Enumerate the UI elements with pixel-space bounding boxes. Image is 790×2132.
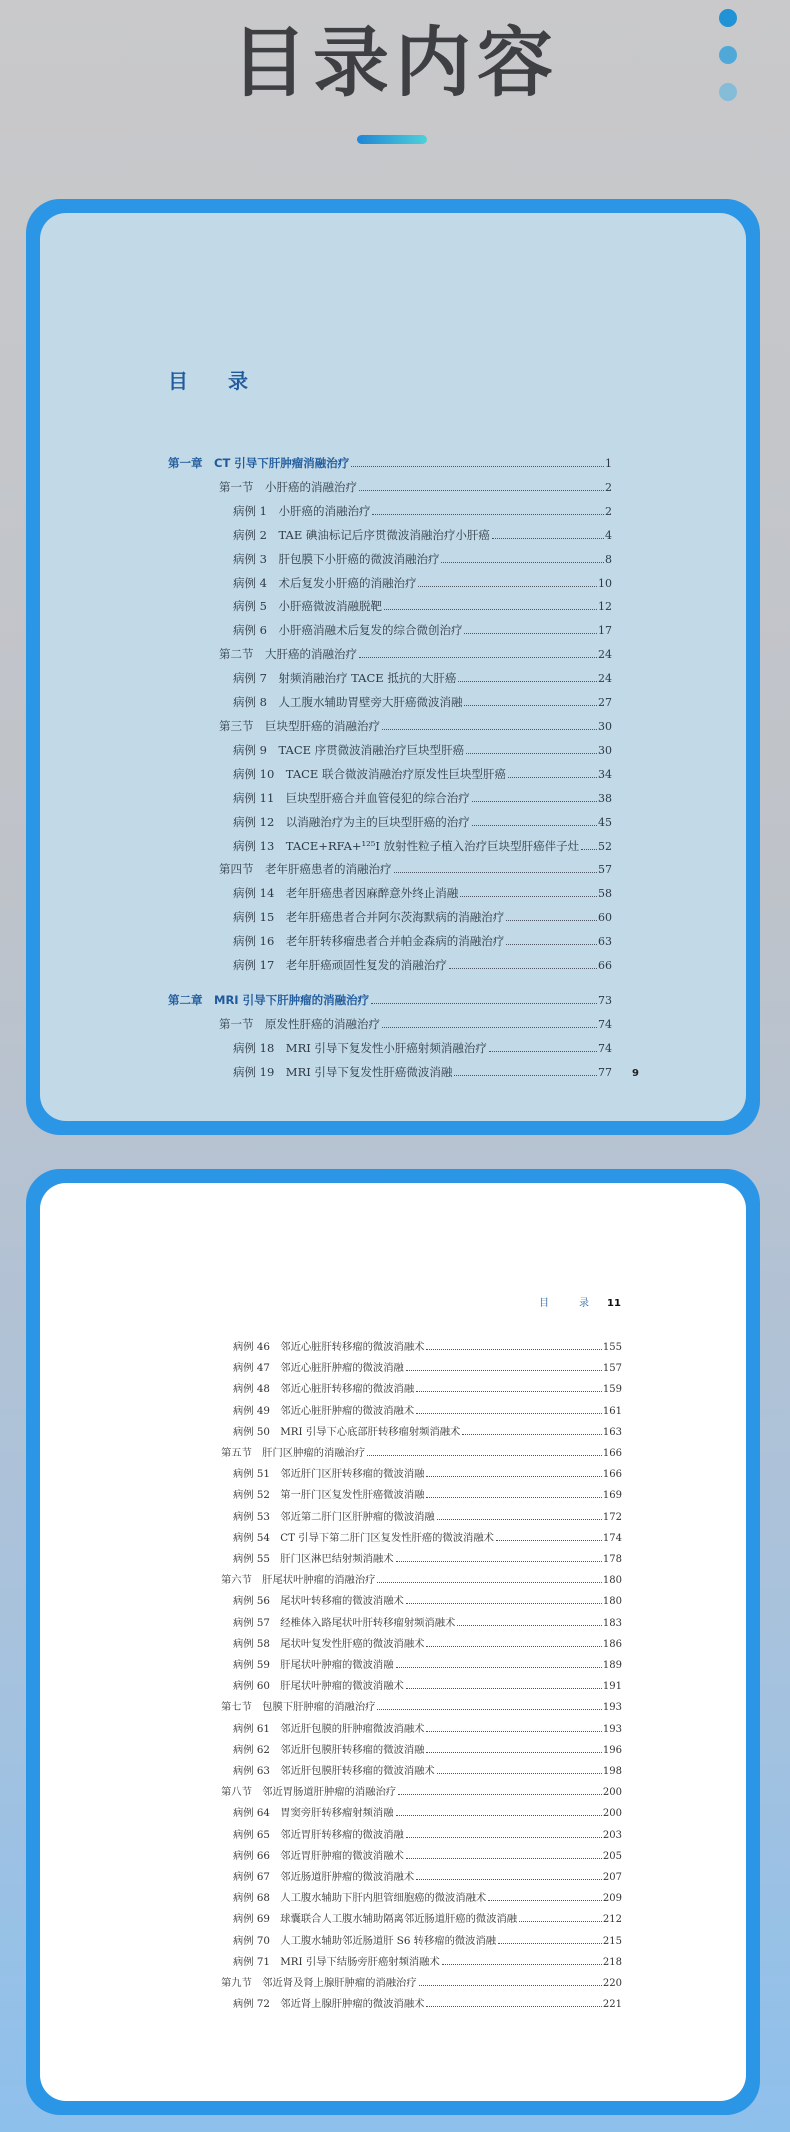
dot-leader [442, 1964, 602, 1965]
dot-leader [472, 825, 597, 826]
dot-leader [406, 1858, 602, 1859]
toc-entry-label: 病例 60 肝尾状叶肿瘤的微波消融术 [233, 1680, 404, 1693]
toc-entry-label: 病例 59 肝尾状叶肿瘤的微波消融 [233, 1659, 394, 1672]
toc-entry-label: 病例 64 胃窦旁肝转移瘤射频消融 [233, 1807, 394, 1820]
toc-entry-page: 63 [598, 935, 612, 949]
dot-leader [396, 1815, 602, 1816]
toc-entry-label: 病例 53 邻近第二肝门区肝肿瘤的微波消融 [233, 1510, 435, 1523]
toc-page-2-frame [26, 1169, 760, 2115]
toc-entry-page: 178 [602, 1554, 622, 1566]
dot-leader [437, 1773, 602, 1774]
toc-case-entry [168, 1037, 612, 1061]
toc-entry-label: 病例 13 TACE+RFA+¹²⁵I 放射性粒子植入治疗巨块型肝癌伴子灶 [233, 838, 580, 853]
toc-entry-page: 24 [598, 648, 612, 662]
toc-case-entry [168, 739, 612, 763]
toc-case-entry [221, 1867, 622, 1888]
dot-leader [359, 490, 604, 491]
toc-entry-page: 12 [598, 600, 612, 614]
toc-entry-label: 病例 5 小肝癌微波消融脱靶 [233, 599, 382, 614]
toc-case-entry [221, 1464, 622, 1485]
toc-entry-page: 10 [598, 576, 612, 590]
toc-entry-page: 2 [605, 504, 612, 518]
toc-case-entry [168, 667, 612, 691]
toc-case-entry [168, 906, 612, 930]
dot-leader [419, 1985, 602, 1986]
toc-entry-label: 病例 15 老年肝癌患者合并阿尔茨海默病的消融治疗 [233, 910, 505, 925]
toc-entry-label: 病例 68 人工腹水辅助下肝内胆管细胞癌的微波消融术 [233, 1892, 487, 1905]
toc-case-entry [221, 1613, 622, 1634]
dot-leader [492, 538, 604, 539]
dot-leader [367, 1455, 602, 1456]
toc-section-entry [221, 1782, 622, 1803]
dot-leader [372, 514, 604, 515]
toc-entry-label: 病例 47 邻近心脏肝肿瘤的微波消融 [233, 1362, 404, 1375]
toc-case-entry [168, 572, 612, 596]
toc-case-entry [168, 954, 612, 978]
toc-entry-page: 1 [605, 457, 612, 470]
toc-entry-label: 病例 2 TAE 碘油标记后序贯微波消融治疗小肝癌 [233, 527, 490, 542]
toc-entry-page: 186 [602, 1638, 622, 1650]
toc-entry-page: 34 [598, 767, 612, 781]
toc-case-entry [168, 691, 612, 715]
toc-chapter-entry [168, 989, 612, 1013]
toc-case-entry [168, 595, 612, 619]
toc-entry-page: 8 [605, 552, 612, 566]
toc-entry-page: 66 [598, 959, 612, 973]
toc-case-entry [221, 1422, 622, 1443]
toc-entry-page: 218 [602, 1956, 622, 1968]
toc-page-2 [40, 1183, 746, 2101]
toc-case-entry [221, 1507, 622, 1528]
toc-entry-page: 209 [602, 1893, 622, 1905]
toc-entry-label: 第七节 包膜下肝肿瘤的消融治疗 [221, 1701, 376, 1714]
toc-entry-page: 172 [602, 1511, 622, 1523]
toc-entry-page: 180 [602, 1596, 622, 1608]
toc-entry-label: 病例 7 射频消融治疗 TACE 抵抗的大肝癌 [233, 671, 457, 686]
toc-section-entry [168, 476, 612, 500]
toc-entry-page: 157 [602, 1363, 622, 1375]
toc-entry-label: 病例 49 邻近心脏肝肿瘤的微波消融术 [233, 1404, 415, 1417]
toc-entry-page: 196 [602, 1744, 622, 1756]
toc-entry-label: 病例 58 尾状叶复发性肝癌的微波消融术 [233, 1637, 425, 1650]
toc-entry-label: 第四节 老年肝癌患者的消融治疗 [219, 862, 392, 877]
toc-entry-label: 病例 72 邻近肾上腺肝肿瘤的微波消融术 [233, 1998, 425, 2011]
dot-icon [719, 83, 737, 101]
dot-leader [426, 1731, 601, 1732]
toc-case-entry [168, 500, 612, 524]
dot-leader [466, 753, 597, 754]
toc-entry-label: 病例 56 尾状叶转移瘤的微波消融术 [233, 1595, 404, 1608]
toc-entry-label: 病例 50 MRI 引导下心底部肝转移瘤射频消融术 [233, 1425, 461, 1438]
toc-entry-page: 180 [602, 1575, 622, 1587]
toc-entry-label: 第二节 大肝癌的消融治疗 [219, 647, 357, 662]
toc-entry-label: 病例 46 邻近心脏肝转移瘤的微波消融术 [233, 1341, 425, 1353]
toc-entry-page: 17 [598, 624, 612, 638]
toc-entry-label: 第九节 邻近肾及肾上腺肝肿瘤的消融治疗 [221, 1977, 417, 1990]
toc-entry-label: 病例 9 TACE 序贯微波消融治疗巨块型肝癌 [233, 742, 465, 757]
toc-entry-label: 病例 67 邻近肠道肝肿瘤的微波消融术 [233, 1871, 415, 1884]
toc-entry-page: 74 [598, 1017, 612, 1031]
toc-case-entry [168, 835, 612, 859]
toc-section-entry [221, 1697, 622, 1718]
toc-entry-page: 169 [602, 1490, 622, 1502]
toc-case-entry [221, 1485, 622, 1506]
toc-case-entry [168, 524, 612, 548]
dot-leader [426, 1349, 601, 1350]
toc-case-entry [221, 1952, 622, 1973]
dot-leader [464, 705, 597, 706]
toc-entry-label: 第八节 邻近胃肠道肝肿瘤的消融治疗 [221, 1786, 397, 1799]
toc-entry-label: 病例 69 球囊联合人工腹水辅助隔离邻近肠道肝癌的微波消融 [233, 1913, 518, 1926]
dot-leader [498, 1943, 602, 1944]
toc-entry-page: 159 [602, 1384, 622, 1396]
toc-entry-page: 203 [602, 1829, 622, 1841]
toc-entry-page: 73 [598, 993, 612, 1007]
toc-entry-label: 病例 61 邻近肝包膜的肝肿瘤微波消融术 [233, 1722, 425, 1735]
dot-leader [377, 1709, 601, 1710]
toc-entry-page: 38 [598, 791, 612, 805]
dot-leader [426, 2006, 601, 2007]
toc-case-entry [221, 1761, 622, 1782]
toc-section-entry [168, 1013, 612, 1037]
dot-leader [382, 1027, 597, 1028]
dot-leader [382, 729, 597, 730]
dot-leader [377, 1582, 601, 1583]
dot-leader [418, 586, 597, 587]
dot-leader [454, 1075, 597, 1076]
toc-entry-label: 病例 8 人工腹水辅助胃壁旁大肝癌微波消融 [233, 695, 463, 710]
toc-case-entry [221, 1401, 622, 1422]
title-underline-bar [357, 135, 427, 144]
page-number: 9 [632, 1068, 639, 1079]
toc-case-entry [221, 1528, 622, 1549]
toc-case-entry [221, 1803, 622, 1824]
dot-leader [416, 1413, 602, 1414]
toc-entry-page: 220 [602, 1978, 622, 1990]
toc-section-entry [168, 643, 612, 667]
toc-entry-label: 第一章 CT 引导下肝肿瘤消融治疗 [168, 456, 350, 470]
toc-entry-label: 病例 48 邻近心脏肝转移瘤的微波消融 [233, 1383, 415, 1396]
toc-case-entry [168, 548, 612, 572]
toc-case-entry [221, 1655, 622, 1676]
toc-case-entry [221, 1846, 622, 1867]
running-header-title: 目 录 [539, 1298, 599, 1309]
dot-leader [396, 1667, 602, 1668]
toc-entry-label: 病例 18 MRI 引导下复发性小肝癌射频消融治疗 [233, 1040, 487, 1055]
dot-leader [488, 1900, 602, 1901]
toc-case-entry [221, 1379, 622, 1400]
toc-case-entry [168, 882, 612, 906]
toc-entry-label: 病例 54 CT 引导下第二肝门区复发性肝癌的微波消融术 [233, 1531, 494, 1544]
dot-leader [460, 896, 597, 897]
toc-entry-label: 病例 17 老年肝癌顽固性复发的消融治疗 [233, 958, 447, 973]
dot-leader [496, 1540, 602, 1541]
toc-entry-page: 198 [602, 1766, 622, 1778]
toc-case-entry [168, 1061, 612, 1085]
dot-leader [416, 1391, 602, 1392]
toc-case-entry [221, 1549, 622, 1570]
toc-entry-label: 第一节 原发性肝癌的消融治疗 [219, 1016, 380, 1031]
toc-case-entry [221, 1634, 622, 1655]
toc-entry-label: 病例 10 TACE 联合微波消融治疗原发性巨块型肝癌 [233, 766, 506, 781]
dot-leader [441, 562, 604, 563]
dot-leader [406, 1370, 602, 1371]
toc-entry-page: 27 [598, 696, 612, 710]
toc-entry-page: 212 [602, 1914, 622, 1926]
dot-leader [359, 657, 597, 658]
toc-entry-page: 161 [602, 1405, 622, 1417]
dot-leader [396, 1561, 602, 1562]
toc-entry-label: 病例 65 邻近胃肝转移瘤的微波消融 [233, 1828, 404, 1841]
toc-entry-page: 155 [602, 1342, 622, 1353]
toc-entry-page: 2 [605, 480, 612, 494]
toc-entry-label: 病例 11 巨块型肝癌合并血管侵犯的综合治疗 [233, 790, 470, 805]
toc-entry-label: 病例 12 以消融治疗为主的巨块型肝癌的治疗 [233, 814, 470, 829]
toc-entry-page: 183 [602, 1617, 622, 1629]
toc-case-entry [221, 1740, 622, 1761]
toc-entry-label: 第五节 肝门区肿瘤的消融治疗 [221, 1447, 366, 1460]
toc-entry-label: 第一节 小肝癌的消融治疗 [219, 479, 357, 494]
toc-entry-label: 病例 19 MRI 引导下复发性肝癌微波消融 [233, 1064, 453, 1079]
toc-entry-label: 病例 55 肝门区淋巴结射频消融术 [233, 1553, 394, 1566]
toc-entry-page: 52 [598, 839, 612, 853]
toc-entry-page: 4 [605, 528, 612, 542]
dot-leader [458, 681, 597, 682]
toc-entry-label: 病例 71 MRI 引导下结肠旁肝癌射频消融术 [233, 1955, 440, 1968]
toc-case-entry [221, 1825, 622, 1846]
toc-entry-page: 166 [602, 1448, 622, 1460]
toc-section-entry [221, 1973, 622, 1994]
toc-entry-label: 病例 3 肝包膜下小肝癌的微波消融治疗 [233, 551, 440, 566]
toc-case-entry [168, 811, 612, 835]
toc-entry-label: 病例 70 人工腹水辅助邻近肠道肝 S6 转移瘤的微波消融 [233, 1934, 497, 1947]
toc-case-entry [168, 619, 612, 643]
dot-icon [719, 9, 737, 27]
toc-chapter-entry [168, 452, 612, 476]
toc-entry-label: 病例 14 老年肝癌患者因麻醉意外终止消融 [233, 886, 459, 901]
toc-entry-page: 45 [598, 815, 612, 829]
toc-entry-label: 病例 51 邻近肝门区肝转移瘤的微波消融 [233, 1468, 425, 1481]
dot-leader [449, 968, 597, 969]
toc-case-entry [221, 1909, 622, 1930]
dot-icon [719, 46, 737, 64]
toc-case-entry [221, 1994, 622, 2015]
toc-entry-page: 163 [602, 1426, 622, 1438]
dot-leader [508, 777, 597, 778]
dot-leader [489, 1051, 597, 1052]
toc-entry-page: 221 [602, 1999, 622, 2011]
toc-entry-page: 205 [602, 1850, 622, 1862]
toc-entry-page: 57 [598, 863, 612, 877]
toc-entry-page: 74 [598, 1041, 612, 1055]
toc-entry-label: 病例 4 术后复发小肝癌的消融治疗 [233, 575, 417, 590]
toc-section-entry [168, 715, 612, 739]
toc-case-entry [221, 1931, 622, 1952]
toc-case-entry [221, 1888, 622, 1909]
toc-case-entry [221, 1719, 622, 1740]
dot-leader [406, 1603, 602, 1604]
toc-entry-label: 病例 52 第一肝门区复发性肝癌微波消融 [233, 1489, 425, 1502]
toc-entry-label: 第六节 肝尾状叶肿瘤的消融治疗 [221, 1574, 376, 1587]
toc-entry-page: 24 [598, 672, 612, 686]
dot-leader [581, 849, 597, 850]
toc-entry-page: 58 [598, 887, 612, 901]
toc-entry-page: 30 [598, 743, 612, 757]
dot-leader [398, 1794, 602, 1795]
dot-leader [426, 1497, 601, 1498]
toc-entry-page: 30 [598, 719, 612, 733]
toc-case-entry [168, 930, 612, 954]
toc-entry-label: 病例 63 邻近肝包膜肝转移瘤的微波消融术 [233, 1765, 435, 1778]
page-title: 目录内容 [231, 18, 559, 107]
toc-case-entry [221, 1358, 622, 1379]
dot-leader [384, 609, 597, 610]
toc-entry-page: 189 [602, 1660, 622, 1672]
toc-section-entry [221, 1443, 622, 1464]
running-header-page-number: 11 [607, 1298, 621, 1309]
toc-section-entry [221, 1570, 622, 1591]
dot-leader [426, 1646, 601, 1647]
dot-leader [506, 920, 597, 921]
toc-entry-page: 193 [602, 1702, 622, 1714]
decorative-dots [719, 9, 737, 120]
toc-entry-label: 病例 57 经椎体入路尾状叶肝转移瘤射频消融术 [233, 1616, 456, 1629]
running-header [539, 1294, 621, 1309]
toc-entry-page: 191 [602, 1681, 622, 1693]
dot-leader [464, 633, 597, 634]
dot-leader [426, 1752, 601, 1753]
toc-entry-label: 病例 16 老年肝转移瘤患者合并帕金森病的消融治疗 [233, 934, 505, 949]
toc-entry-label: 病例 1 小肝癌的消融治疗 [233, 503, 371, 518]
toc-page-1-frame [26, 199, 760, 1135]
toc-heading: 目 录 [168, 369, 258, 393]
toc-case-entry [168, 763, 612, 787]
toc-entry-label: 病例 62 邻近肝包膜肝转移瘤的微波消融 [233, 1743, 425, 1756]
dot-leader [506, 944, 597, 945]
dot-leader [406, 1688, 602, 1689]
toc-entry-label: 第三节 巨块型肝癌的消融治疗 [219, 718, 380, 733]
toc-entry-label: 病例 6 小肝癌消融术后复发的综合微创治疗 [233, 623, 463, 638]
toc-entry-page: 200 [602, 1787, 622, 1799]
toc-entry-page: 200 [602, 1808, 622, 1820]
toc-entry-page: 166 [602, 1469, 622, 1481]
toc-entry-page: 193 [602, 1723, 622, 1735]
toc-case-entry [221, 1337, 622, 1358]
toc-entry-page: 60 [598, 911, 612, 925]
toc-entry-page: 215 [602, 1935, 622, 1947]
dot-leader [519, 1921, 602, 1922]
dot-leader [394, 872, 598, 873]
dot-leader [406, 1837, 602, 1838]
toc-case-entry [221, 1591, 622, 1612]
dot-leader [426, 1476, 601, 1477]
dot-leader [462, 1434, 602, 1435]
toc-entry-label: 病例 66 邻近胃肝肿瘤的微波消融术 [233, 1849, 404, 1862]
toc-entry-page: 174 [602, 1532, 622, 1544]
dot-leader [457, 1625, 602, 1626]
toc-section-entry [168, 858, 612, 882]
dot-leader [371, 1003, 597, 1004]
toc-case-entry [221, 1676, 622, 1697]
dot-leader [472, 801, 597, 802]
toc-list [168, 452, 612, 1085]
dot-leader [416, 1879, 602, 1880]
toc-case-entry [168, 787, 612, 811]
toc-entry-page: 207 [602, 1872, 622, 1884]
dot-leader [351, 466, 604, 467]
toc-page-1 [40, 213, 746, 1121]
toc-entry-label: 第二章 MRI 引导下肝肿瘤的消融治疗 [168, 992, 370, 1007]
dot-leader [437, 1519, 602, 1520]
toc-list [221, 1337, 622, 2016]
toc-entry-page: 77 [598, 1065, 612, 1079]
